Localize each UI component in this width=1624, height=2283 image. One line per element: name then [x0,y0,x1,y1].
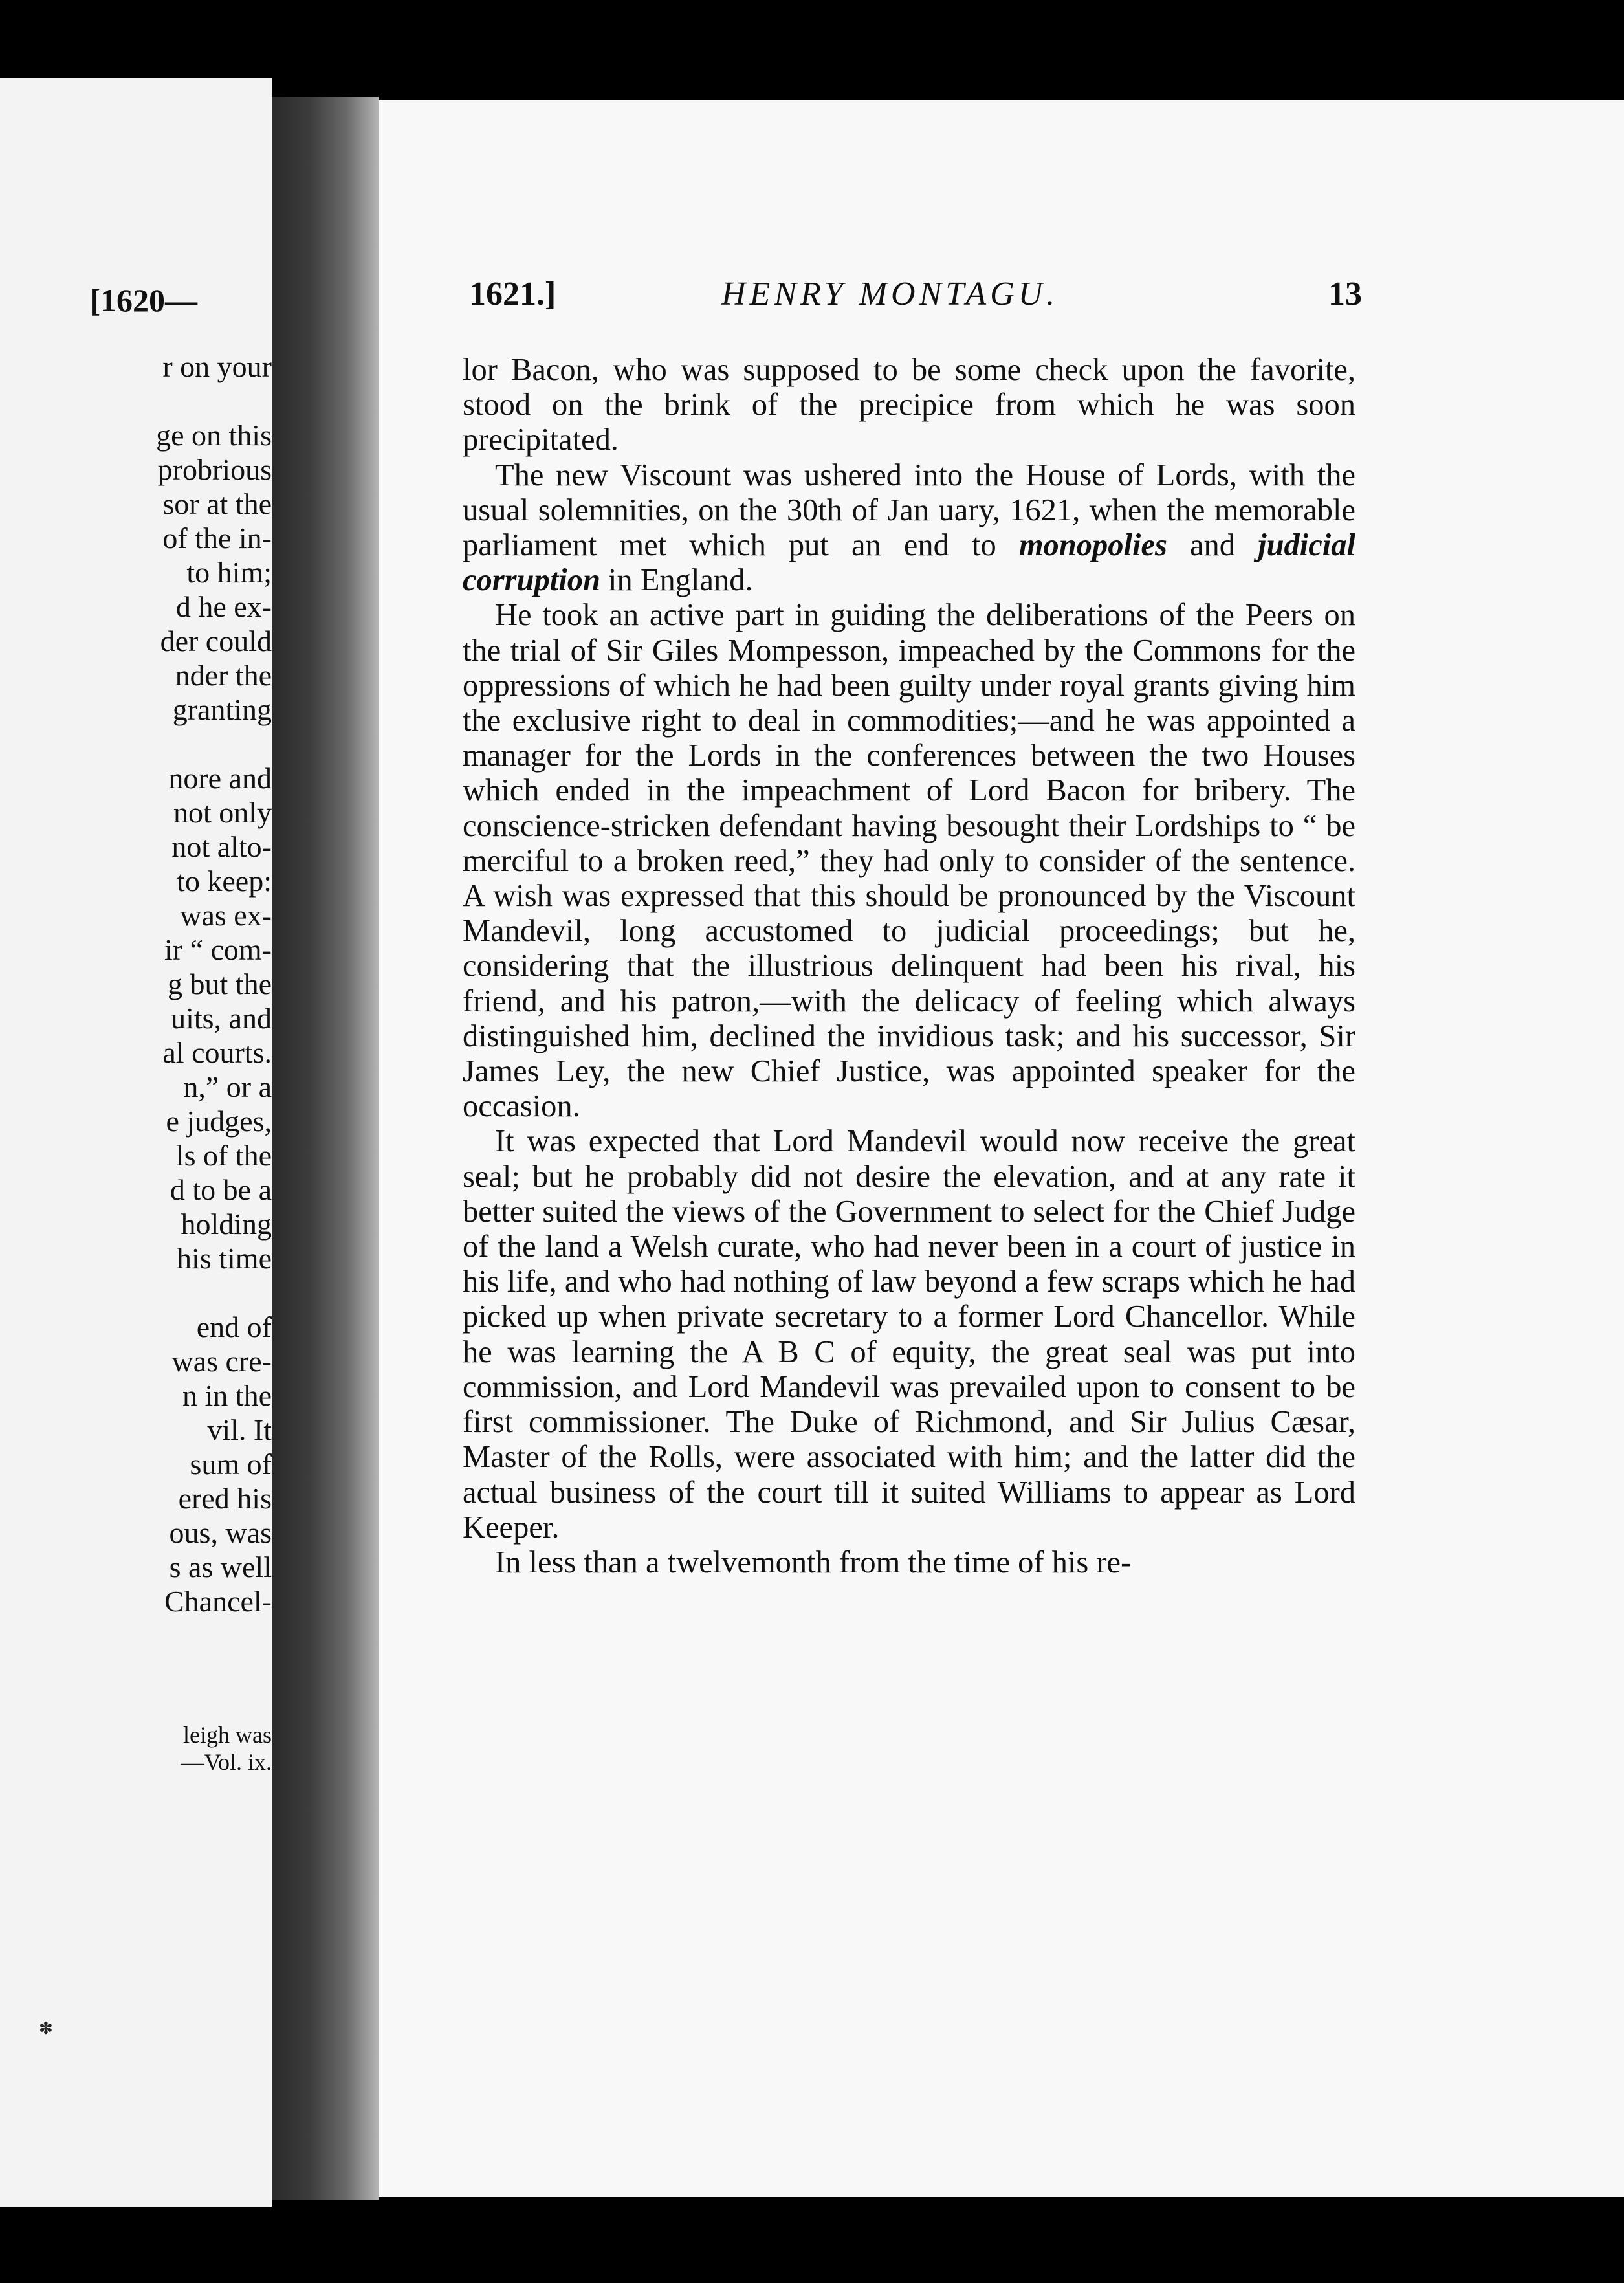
left-page-line: his time [177,1242,272,1275]
emphasis-judicial-corruption: judicial corruption [463,528,1355,598]
paragraph-text: in England. [600,563,753,598]
left-page-line: uits, and [171,1002,272,1035]
left-page-line: g but the [168,967,272,1000]
body-text [463,353,1355,1580]
left-page-line: ous, was [169,1516,272,1549]
page-number: 13 [1328,276,1362,313]
ornament-icon: ✽ [39,2019,53,2038]
left-page-line: not alto- [171,830,272,863]
left-page-line: to him; [186,556,272,589]
left-page-line: holding [181,1208,272,1241]
emphasis-monopolies: monopolies [1018,528,1167,563]
book-gutter [272,97,379,2200]
left-page-line: r on your [162,350,272,383]
left-page-line: s as well [169,1550,272,1583]
left-page-line: der could [160,624,272,657]
left-page-line: vil. It [207,1413,272,1446]
paragraph: He took an active part in guiding the deliberations of the Peers on the trial of Sir Giles Mompesson, impeached by the Commons for the oppressions of which he had been guilty under royal grants giving him the exclusive right to deal in commodities;—and he was appointed a manager for the Lords in the conferences between the two Houses which ended in the impeachment of Lord Bacon for bribery. The conscience-stricken defendant having besought their Lordships to “ be merciful to a broken reed,” they had only to consider of the sentence. A wish was expressed that this should be pronounced by the Viscount Mandevil, long accustomed to judicial proceedings; but he, considering that the illustrious delinquent had been his rival, his friend, and his patron,—with the delicacy of feeling which always distinguished him, declined the invidious task; and his successor, Sir James Ley, the new Chief Justice, was appointed speaker for the occasion. [463,598,1355,1124]
running-header [469,275,1362,320]
left-page-line: nder the [175,659,272,692]
paragraph [463,458,1355,599]
left-page-line: of the in- [162,522,272,555]
left-page-line: probrious [157,453,272,486]
left-page-line: not only [173,796,272,829]
left-page-line: d he ex- [175,590,272,623]
left-page-line: n,” or a [183,1070,272,1103]
header-title: HENRY MONTAGU. [721,276,1059,313]
left-page-line: Chancel- [164,1585,272,1618]
left-page-line: ls of the [175,1139,272,1172]
left-page-line: sum of [190,1448,272,1481]
paragraph: In less than a twelvemonth from the time of his re- [495,1545,1132,1580]
left-page-line: was cre- [171,1345,272,1378]
left-page-line: n in the [182,1379,272,1412]
left-page-line: sor at the [162,487,272,520]
left-page-footnote: —Vol. ix. [181,1749,272,1775]
paragraph-text: The new Viscount was ushered into the House of Lords, with the usual solemnities, on the 30th of Jan uary, 1621, when the memorable parliament met which put an end to [463,458,1355,563]
left-page-line: nore and [168,762,272,795]
left-page-line: end of [196,1310,272,1343]
left-page-line: ir “ com- [164,933,272,966]
left-page-line: ge on this [156,419,272,452]
left-page-line: d to be a [170,1173,272,1206]
left-page-line: was ex- [180,899,272,932]
left-page [0,78,272,2207]
left-page-line: to keep: [177,865,272,898]
paragraph: It was expected that Lord Mandevil would now receive the great seal; but he probably did not desire the elevation, and at any rate it better suited the views of the Government to select for the Chief Judge of the land a Welsh curate, who had never been in a court of justice in his life, and who had nothing of law beyond a few scraps which he had picked up when private secretary to a former Lord Chancellor. While he was learning the A B C of equity, the great seal was put into commission, and Lord Mandevil was prevailed upon to consent to be first commissioner. The Duke of Richmond, and Sir Julius Cæsar, Master of the Rolls, were associated with him; and the latter did the actual business of the court till it suited Williams to appear as Lord Keeper. [463,1124,1355,1545]
paragraph: lor Bacon, who was supposed to be some check upon the favorite, stood on the brink of the precipice from which he was soon precipitated. [463,353,1355,458]
paragraph-text: and [1167,528,1258,563]
left-page-line: granting [172,693,272,726]
left-page-footnote: leigh was [183,1722,272,1748]
left-page-line: ered his [178,1482,272,1515]
left-page-line: al courts. [162,1036,272,1069]
left-page-header: [1620— [89,282,197,318]
header-date: 1621.] [469,276,556,313]
left-page-line: e judges, [166,1105,272,1138]
